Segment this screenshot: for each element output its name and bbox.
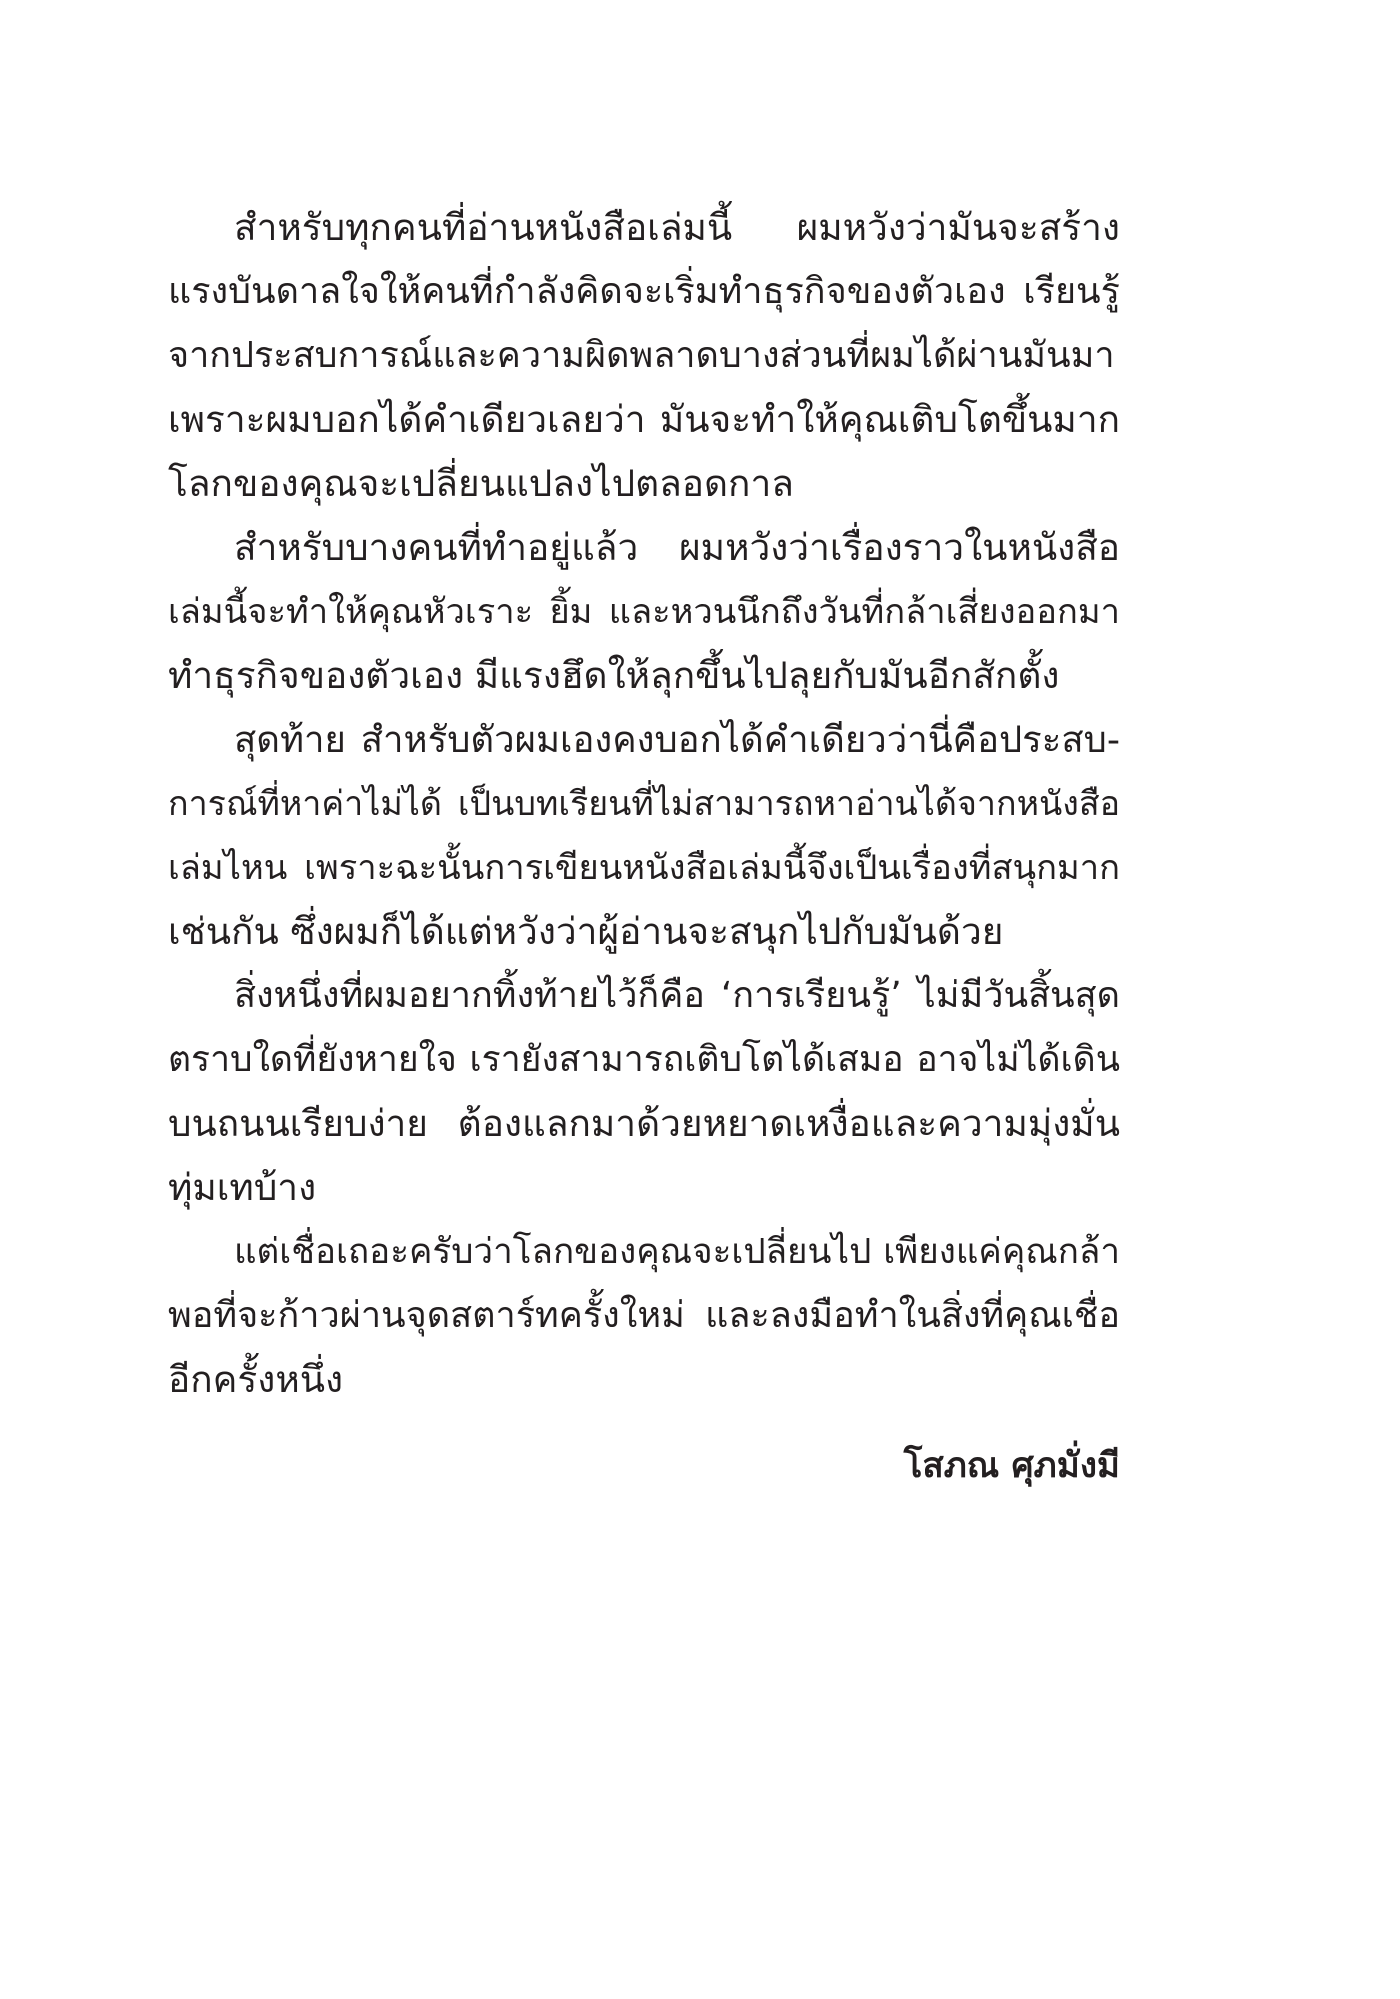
text-line: เพราะผมบอกได้คำเดียวเลยว่า มันจะทำให้คุณเติบโตขึ้นมาก [168, 398, 1120, 441]
text-line: ตราบใดที่ยังหายใจ เรายังสามารถเติบโตได้เสมอ อาจไม่ได้เดิน [168, 1039, 1120, 1080]
text-line: สุดท้าย สำหรับตัวผมเองคงบอกได้คำเดียวว่านี่คือประสบ- [234, 718, 1120, 761]
text-line: จากประสบการณ์และความผิดพลาดบางส่วนที่ผมได้ผ่านมันมา [168, 335, 1115, 376]
paragraph-3 [168, 708, 1120, 964]
text-line: บนถนนเรียบง่าย ต้องแลกมาด้วยหยาดเหงื่อและความมุ่งมั่น [168, 1102, 1120, 1145]
body-text [168, 196, 1120, 1412]
text-line: โลกของคุณจะเปลี่ยนแปลงไปตลอดกาล [168, 462, 794, 505]
text-line: แรงบันดาลใจให้คนที่กำลังคิดจะเริ่มทำธุรกิจของตัวเอง เรียนรู้ [168, 271, 1120, 312]
text-line: แต่เชื่อเถอะครับว่าโลกของคุณจะเปลี่ยนไป เพียงแค่คุณกล้า [234, 1232, 1120, 1272]
paragraph-1 [168, 196, 1120, 516]
paragraph-4 [168, 964, 1120, 1220]
text-line: สิ่งหนึ่งที่ผมอยากทิ้งท้ายไว้ก็คือ ‘การเรียนรู้’ ไม่มีวันสิ้นสุด [234, 975, 1120, 1016]
text-line: สำหรับบางคนที่ทำอยู่แล้ว ผมหวังว่าเรื่องราวในหนังสือ [234, 526, 1120, 569]
text-line: พอที่จะก้าวผ่านจุดสตาร์ทครั้งใหม่ และลงมือทำในสิ่งที่คุณเชื่อ [168, 1295, 1120, 1336]
paragraph-2 [168, 516, 1120, 708]
text-line: การณ์ที่หาค่าไม่ได้ เป็นบทเรียนที่ไม่สามารถหาอ่านได้จากหนังสือ [168, 784, 1120, 824]
text-line: เล่มไหน เพราะฉะนั้นการเขียนหนังสือเล่มนี้จึงเป็นเรื่องที่สนุกมาก [168, 848, 1120, 888]
text-line: สำหรับทุกคนที่อ่านหนังสือเล่มนี้ ผมหวังว่ามันจะสร้าง [234, 206, 1120, 249]
text-line: ทำธุรกิจของตัวเอง มีแรงฮึดให้ลุกขึ้นไปลุยกับมันอีกสักตั้ง [168, 654, 1060, 697]
author-signature: โสภณ ศุภมั่งมี [903, 1446, 1120, 1486]
text-line: เล่มนี้จะทำให้คุณหัวเราะ ยิ้ม และหวนนึกถึงวันที่กล้าเสี่ยงออกมา [168, 592, 1120, 632]
text-line: อีกครั้งหนึ่ง [168, 1358, 344, 1401]
text-line: ทุ่มเทบ้าง [168, 1166, 317, 1209]
paragraph-5 [168, 1220, 1120, 1412]
text-line: เช่นกัน ซึ่งผมก็ได้แต่หวังว่าผู้อ่านจะสนุกไปกับมันด้วย [168, 910, 1004, 953]
